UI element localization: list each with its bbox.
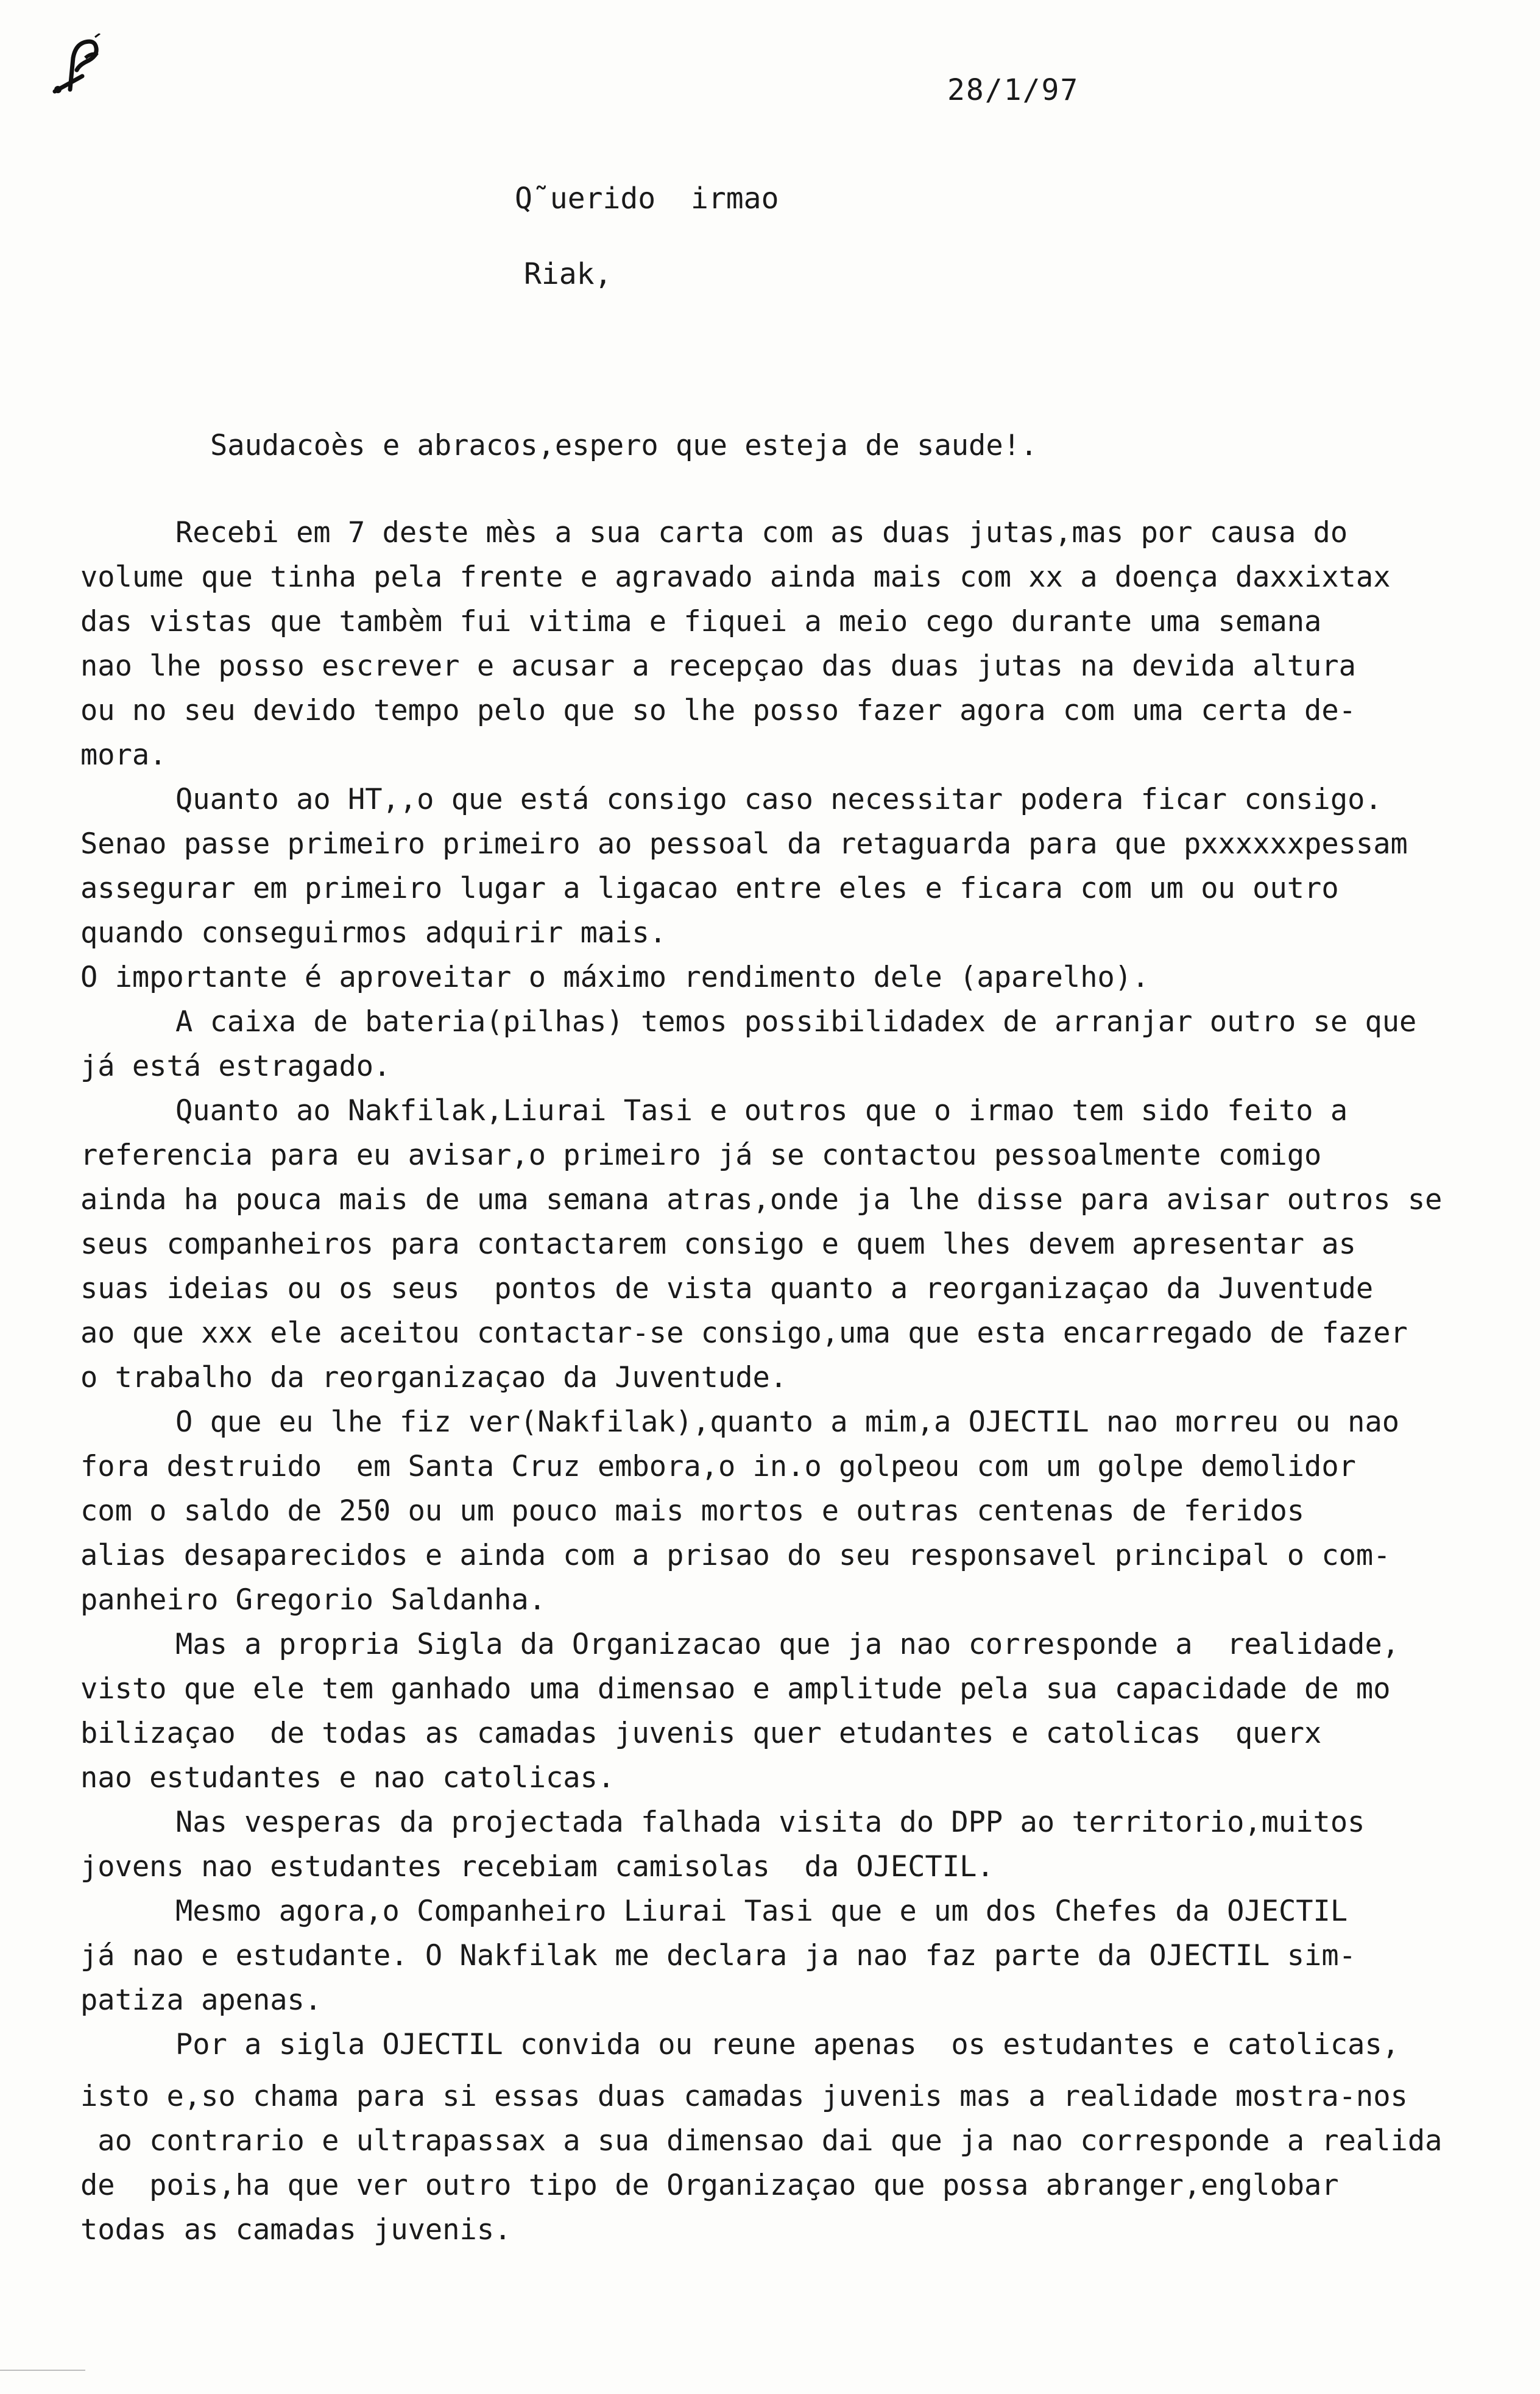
body-line: com o saldo de 250 ou um pouco mais mortos e outras centenas de feridos bbox=[80, 1494, 1305, 1528]
body-line: Recebi em 7 deste mès a sua carta com as duas jutas,mas por causa do bbox=[175, 516, 1348, 549]
body-line: assegurar em primeiro lugar a ligacao entre eles e ficara com um ou outro bbox=[80, 872, 1339, 905]
body-line: de pois,ha que ver outro tipo de Organizaçao que possa abranger,englobar bbox=[80, 2169, 1339, 2202]
body-line: bilizaçao de todas as camadas juvenis quer etudantes e catolicas querx bbox=[80, 1717, 1322, 1750]
greeting: Q˜uerido irmao bbox=[515, 182, 779, 216]
body-line: Mas a propria Sigla da Organizacao que ja nao corresponde a realidade, bbox=[175, 1628, 1400, 1661]
body-line: das vistas que tambèm fui vitima e fiquei a meio cego durante uma semana bbox=[80, 605, 1322, 638]
body-line: ou no seu devido tempo pelo que so lhe posso fazer agora com uma certa de- bbox=[80, 694, 1356, 727]
letter-date: 28/1/97 bbox=[947, 73, 1079, 107]
body-line: Por a sigla OJECTIL convida ou reune apenas os estudantes e catolicas, bbox=[175, 2028, 1400, 2061]
body-line: já nao e estudante. O Nakfilak me declara ja nao faz parte da OJECTIL sim- bbox=[80, 1939, 1356, 1972]
body-line: o trabalho da reorganizaçao da Juventude. bbox=[80, 1361, 788, 1394]
body-line: fora destruido em Santa Cruz embora,o in.o golpeou com um golpe demolidor bbox=[80, 1450, 1356, 1483]
body-line: já está estragado. bbox=[80, 1050, 391, 1083]
body-line: Mesmo agora,o Companheiro Liurai Tasi que e um dos Chefes da OJECTIL bbox=[175, 1894, 1348, 1928]
body-line: Quanto ao Nakfilak,Liurai Tasi e outros que o irmao tem sido feito a bbox=[175, 1094, 1348, 1128]
body-line: A caixa de bateria(pilhas) temos possibilidadex de arranjar outro se que bbox=[175, 1005, 1417, 1039]
body-line: ainda ha pouca mais de uma semana atras,onde ja lhe disse para avisar outros se bbox=[80, 1183, 1443, 1216]
page-edge-line bbox=[0, 2370, 85, 2371]
body-line: Saudacoès e abracos,espero que esteja de saude!. bbox=[210, 429, 1038, 462]
body-line: Quanto ao HT,,o que está consigo caso necessitar podera ficar consigo. bbox=[175, 783, 1382, 816]
body-line: O que eu lhe fiz ver(Nakfilak),quanto a mim,a OJECTIL nao morreu ou nao bbox=[175, 1405, 1400, 1439]
body-line: referencia para eu avisar,o primeiro já se contactou pessoalmente comigo bbox=[80, 1139, 1322, 1172]
body-line: suas ideias ou os seus pontos de vista quanto a reorganizaçao da Juventude bbox=[80, 1272, 1374, 1305]
body-line: O importante é aproveitar o máximo rendimento dele (aparelho). bbox=[80, 961, 1150, 994]
body-line: Nas vesperas da projectada falhada visita do DPP ao territorio,muitos bbox=[175, 1806, 1365, 1839]
recipient-name: Riak, bbox=[524, 257, 612, 291]
handwritten-mark-icon bbox=[37, 34, 116, 107]
body-line: ao que xxx ele aceitou contactar-se consigo,uma que esta encarregado de fazer bbox=[80, 1316, 1408, 1350]
body-line: nao estudantes e nao catolicas. bbox=[80, 1761, 615, 1795]
body-line: panheiro Gregorio Saldanha. bbox=[80, 1583, 546, 1617]
body-line: alias desaparecidos e ainda com a prisao do seu responsavel principal o com- bbox=[80, 1539, 1391, 1572]
body-line: isto e,so chama para si essas duas camadas juvenis mas a realidade mostra-nos bbox=[80, 2080, 1408, 2113]
body-line: visto que ele tem ganhado uma dimensao e amplitude pela sua capacidade de mo bbox=[80, 1672, 1391, 1706]
body-line: Senao passe primeiro primeiro ao pessoal da retaguarda para que pxxxxxxpessam bbox=[80, 827, 1408, 861]
body-line: volume que tinha pela frente e agravado ainda mais com xx a doença daxxixtax bbox=[80, 560, 1391, 594]
body-line: nao lhe posso escrever e acusar a recepçao das duas jutas na devida altura bbox=[80, 649, 1356, 683]
body-line: todas as camadas juvenis. bbox=[80, 2213, 512, 2247]
body-line: ao contrario e ultrapassax a sua dimensao dai que ja nao corresponde a realida bbox=[80, 2124, 1443, 2158]
body-line: patiza apenas. bbox=[80, 1983, 322, 2017]
body-line: seus companheiros para contactarem consigo e quem lhes devem apresentar as bbox=[80, 1227, 1356, 1261]
body-line: jovens nao estudantes recebiam camisolas da OJECTIL. bbox=[80, 1850, 994, 1884]
body-line: quando conseguirmos adquirir mais. bbox=[80, 916, 667, 950]
body-line: mora. bbox=[80, 738, 167, 772]
